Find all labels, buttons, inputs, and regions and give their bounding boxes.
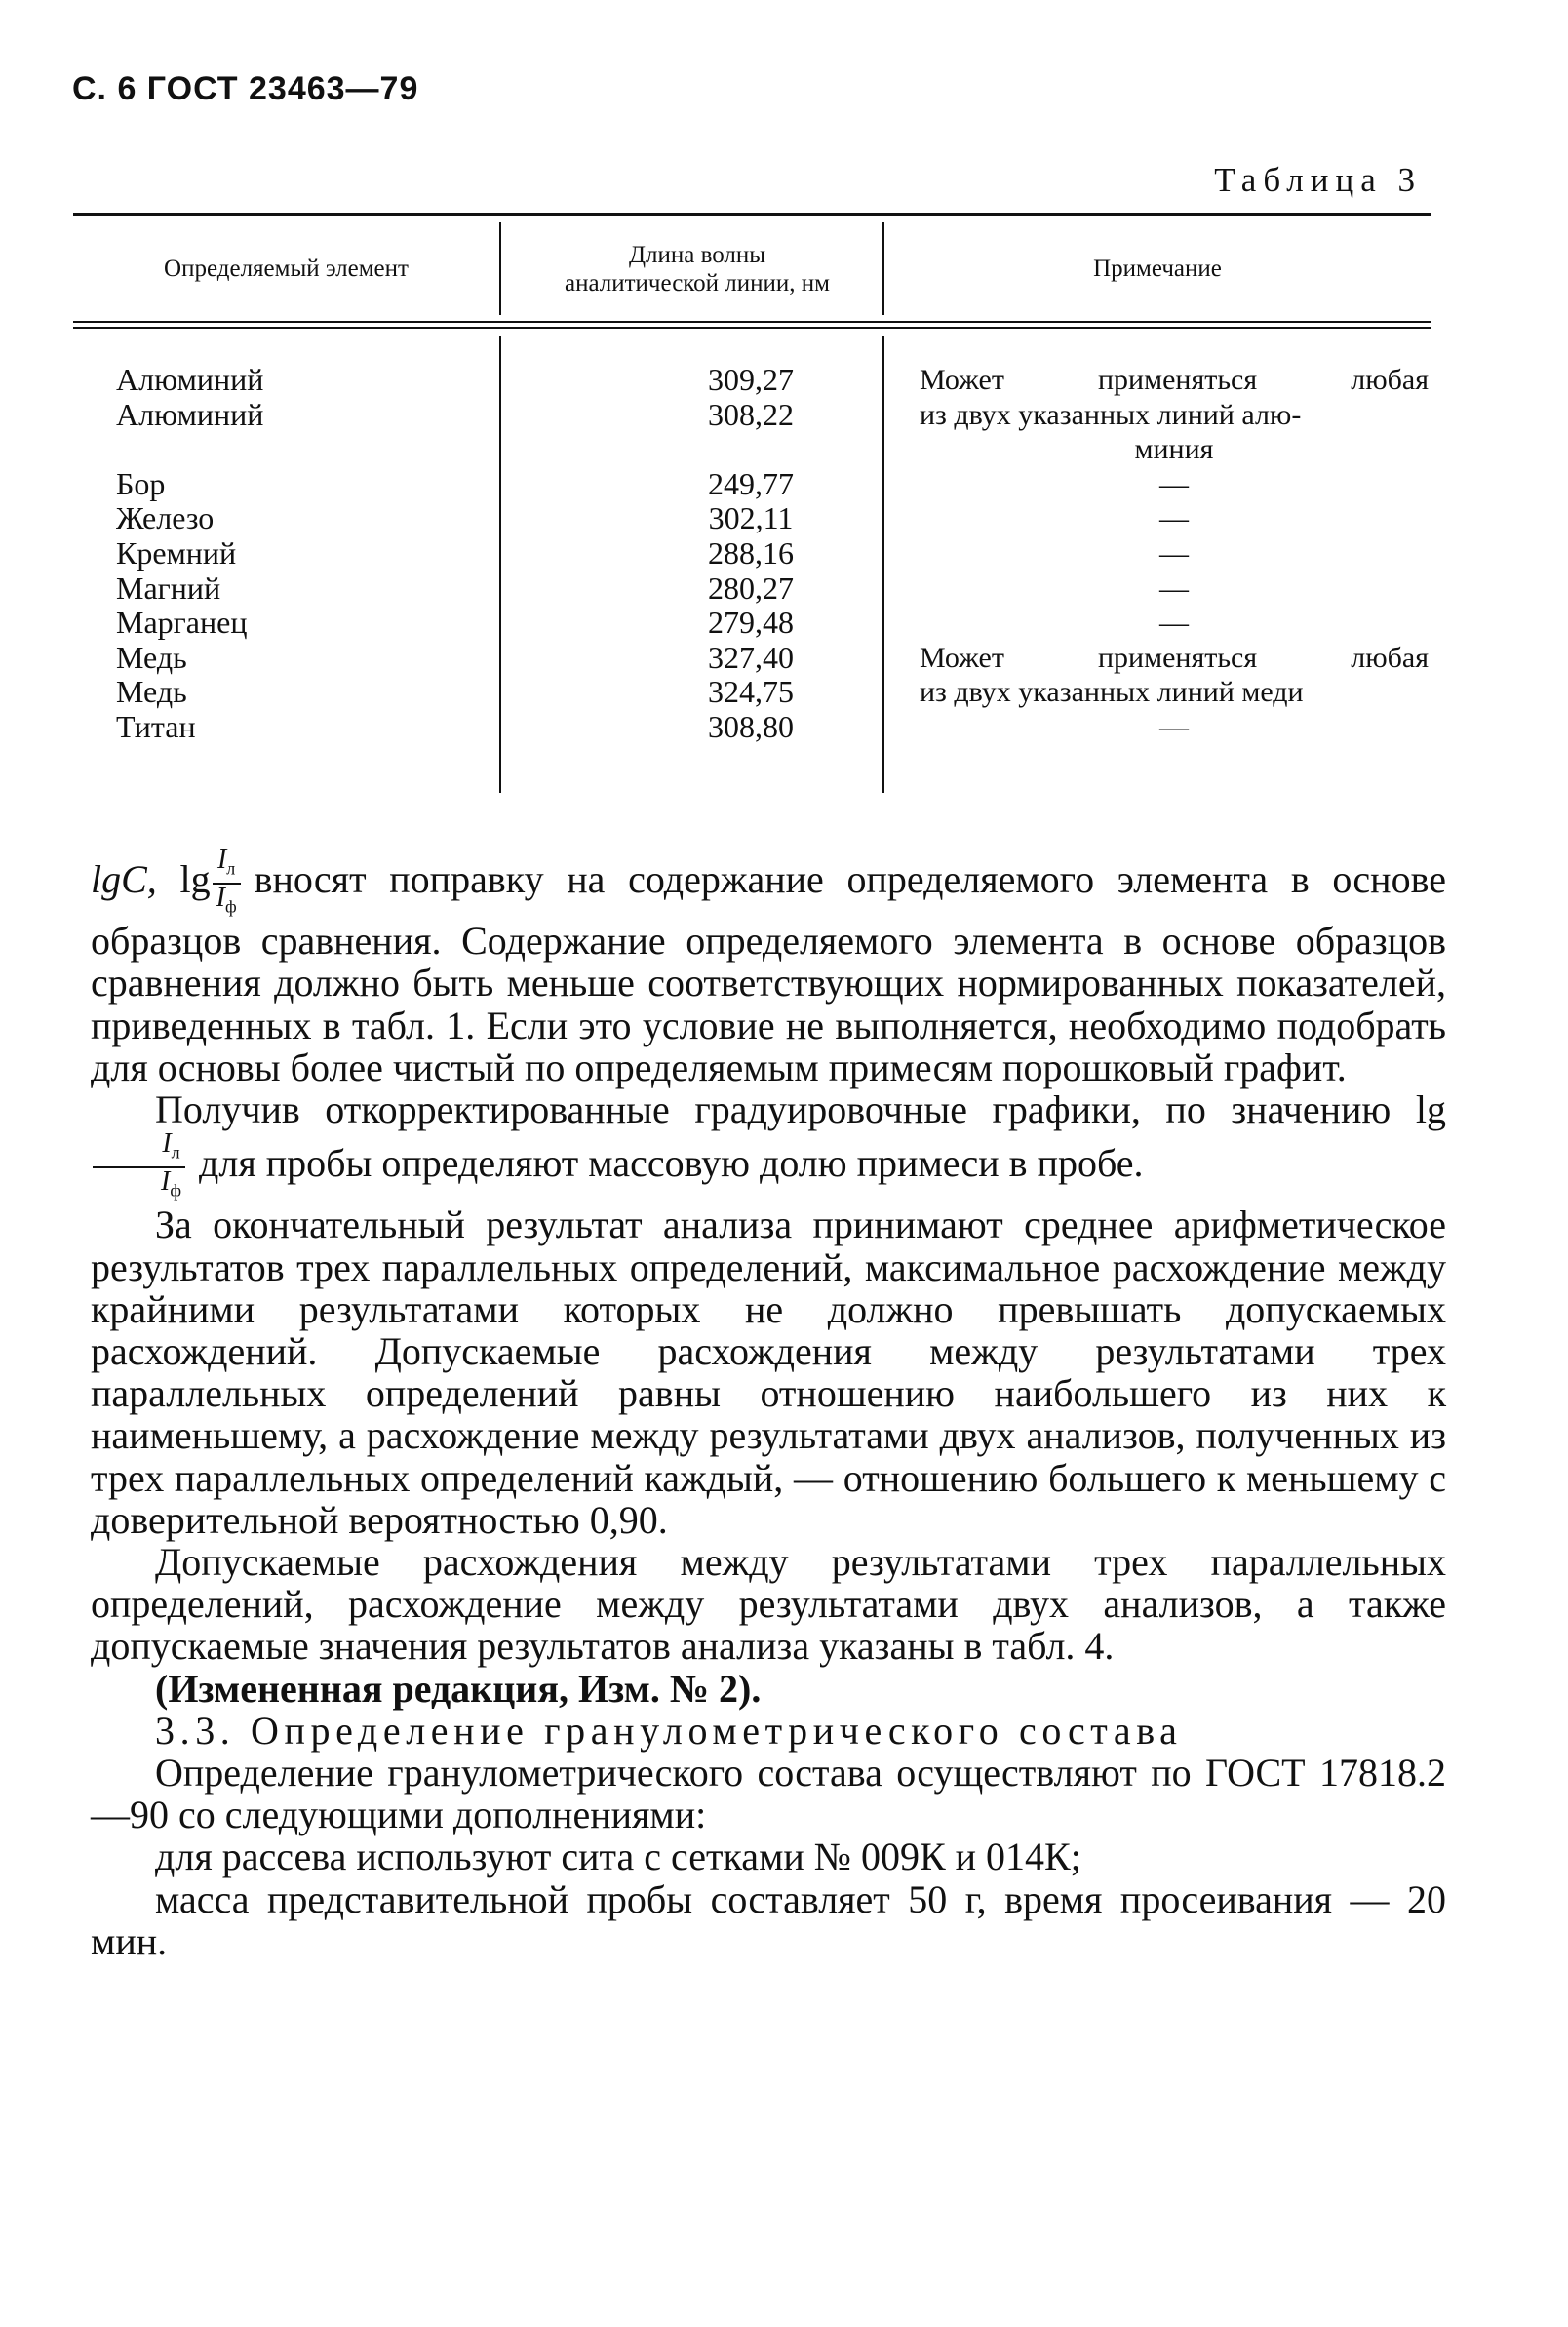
table-cell-wavelength: 308,22 (708, 396, 794, 432)
table-top-rule (73, 213, 1431, 216)
element-column (116, 363, 263, 745)
table-cell-element: Титан (116, 708, 196, 744)
paragraph-1 (91, 847, 1446, 1088)
fraction-denominator-sub: ф (170, 1180, 181, 1201)
table-cell-wavelength: 308,80 (708, 708, 794, 744)
table-header-rule-1 (73, 321, 1431, 323)
table-header-rule-2 (73, 327, 1431, 329)
table-cell-element: Медь (116, 639, 187, 675)
table-caption: Таблица 3 (1214, 161, 1422, 199)
table-cell-element: Железо (116, 500, 215, 536)
table-cell-wavelength: 279,48 (708, 605, 794, 641)
fraction-denominator: I (161, 1165, 171, 1197)
table-cell-note: — (1159, 502, 1189, 535)
fraction-numerator-sub: л (226, 858, 236, 879)
table-cell-note: — (1159, 536, 1189, 570)
formula-lg-2: lg (1415, 1087, 1446, 1131)
formula-lgc: lgC, (91, 856, 157, 901)
paragraph-9: масса представительной пробы составляет 50 г, время просеивания — 20 мин. (91, 1876, 1446, 1963)
note-aluminium-line-3: миния (1134, 433, 1214, 466)
fraction-numerator: I (216, 845, 227, 875)
column-header-wavelength: Длина волны аналитической линии, нм (564, 241, 831, 296)
note-aluminium-line-2: из двух указанных линий алю- (920, 398, 1302, 431)
fraction-denominator: I (216, 882, 225, 913)
paragraph-2 (91, 1088, 1446, 1203)
paragraph-7: Определение гранулометрического состава осуществляют по ГОСТ 17818.2—90 со следующими дополнениями: (91, 1751, 1446, 1837)
formula-fraction-2 (93, 1130, 185, 1203)
body-text (91, 847, 1446, 1962)
table-cell-element: Медь (116, 674, 187, 710)
column-header-note: Примечание (1093, 256, 1222, 282)
table-cell-element: Бор (116, 465, 166, 501)
wavelength-column (561, 363, 941, 745)
section-heading-3-3: 3.3. Определение гранулометрического состава (155, 1708, 1183, 1753)
paragraph-4: Допускаемые расхождения между результатами трех параллельных определений, расхождение между результатами двух анализов, а также допускаемые значения результатов анализа указаны в табл. 4. (91, 1540, 1446, 1669)
table-cell-wavelength: 302,11 (708, 500, 794, 536)
fraction-numerator-sub: л (171, 1142, 180, 1163)
column-header-element: Определяемый элемент (164, 256, 409, 282)
table-cell-wavelength: 280,27 (708, 570, 794, 606)
formula-lg: lg (179, 856, 211, 901)
table-cell-note: — (1159, 607, 1189, 640)
table-cell-wavelength: 309,27 (708, 362, 794, 397)
paragraph-2-head: Получив откорректированные градуировочные графики, по значению (155, 1087, 1392, 1131)
table-col-divider-1-header (499, 222, 501, 315)
note-copper-line-1: Может применяться любая (920, 641, 1429, 674)
table-cell-note: — (1159, 572, 1189, 605)
table-cell-element: Марганец (116, 605, 248, 641)
fraction-numerator: I (162, 1128, 172, 1160)
table-cell-wavelength: 249,77 (708, 465, 794, 501)
paragraph-2-tail: для пробы определяют массовую долю примеси в пробе. (199, 1140, 1144, 1185)
note-copper-line-2: из двух указанных линий меди (920, 676, 1304, 709)
paragraph-amendment: (Измененная редакция, Изм. № 2). (155, 1666, 762, 1711)
table-col-divider-1 (499, 336, 501, 793)
table-cell-element: Алюминий (116, 396, 264, 432)
formula-fraction (213, 847, 241, 920)
table-cell-note: — (1159, 710, 1189, 743)
table-cell-wavelength: 327,40 (708, 639, 794, 675)
page-header: С. 6 ГОСТ 23463—79 (72, 70, 419, 107)
table-cell-note: — (1159, 467, 1189, 500)
table-cell-element: Кремний (116, 534, 237, 571)
note-column (920, 363, 1429, 745)
note-aluminium-line-1: Может применяться любая (920, 364, 1429, 396)
paragraph-1-text: вносят поправку на содержание определяемого элемента в основе образцов сравнения. Содержание определяемого элемента в основе образцов сравнения должно быть меньше соответствующих нормированных показателей, приведенных в табл. 1. Если это условие не выполняется, необходимо подобрать для основы более чистый по определяемым примесям порошковый графит. (91, 856, 1446, 1089)
table-cell-wavelength: 324,75 (708, 674, 794, 710)
paragraph-3: За окончательный результат анализа принимают среднее арифметическое результатов трех параллельных определений, максимальное расхождение между крайними результатами которых не должно превышать допускаемых расхождений. Допускаемые расхождения между результатами трех параллельных определений равны отношению наибольшего из них к наименьшему, а расхождение между результатами двух анализов, полученных из трех параллельных определений каждый, — отношению большего к меньшему с доверительной вероятностью 0,90. (91, 1203, 1446, 1542)
paragraph-8: для рассева используют сита с сетками № 009К и 014К; (155, 1834, 1081, 1879)
fraction-denominator-sub: ф (224, 896, 237, 917)
table-cell-wavelength: 288,16 (708, 534, 794, 571)
table-cell-element: Алюминий (116, 362, 264, 397)
table-3 (73, 213, 1431, 793)
table-cell-element: Магний (116, 570, 221, 606)
